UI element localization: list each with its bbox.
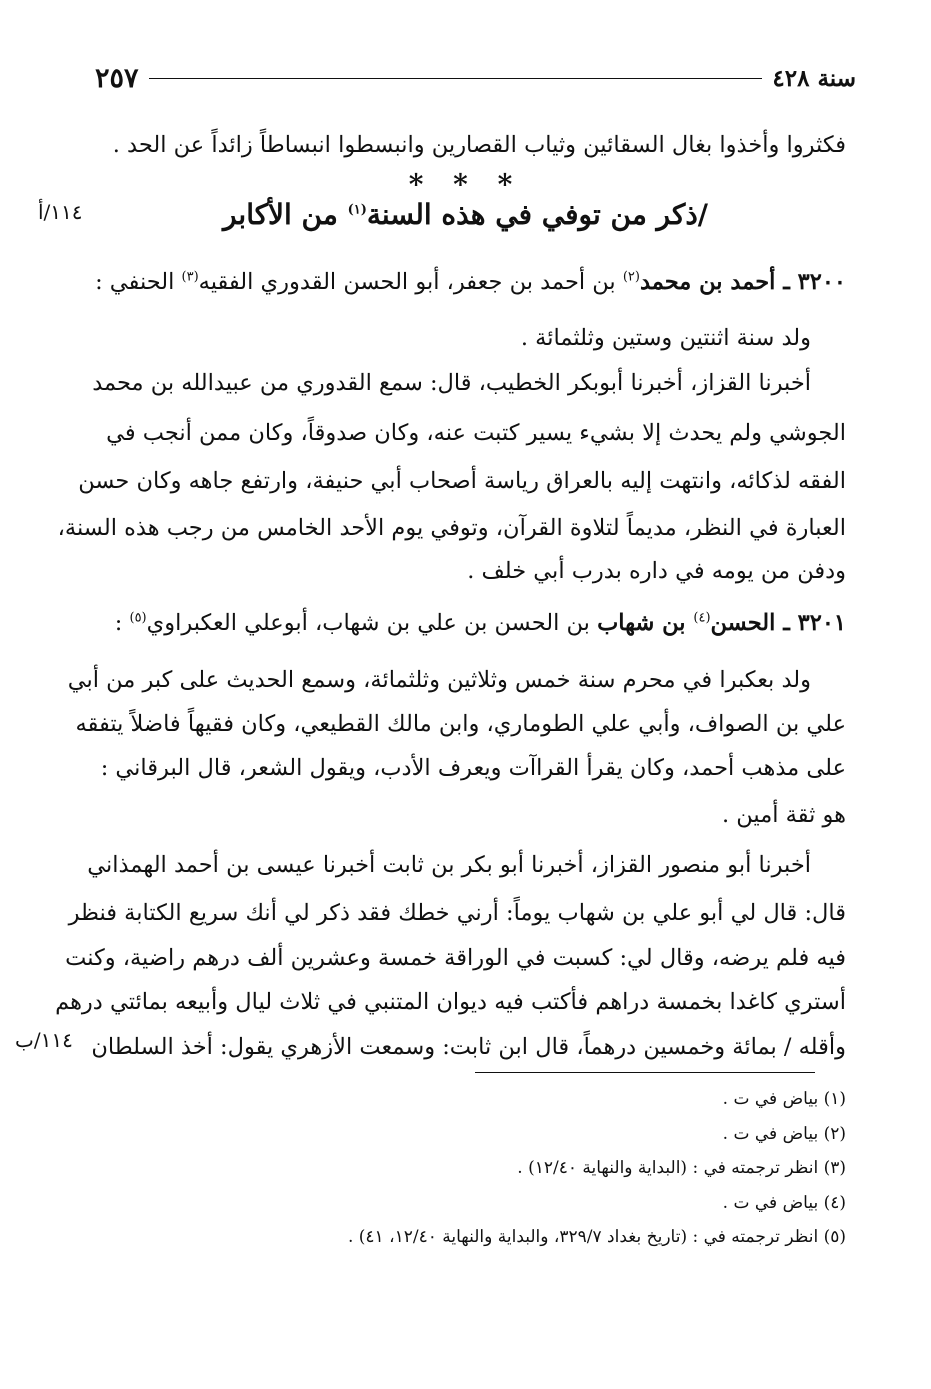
paragraph-line: الفقه لذكائه، وانتهت إليه بالعراق رياسة أصحاب أبي حنيفة، وارتفع جاهه وكان حسن (78, 468, 846, 494)
paragraph-line: ولد بعكبرا في محرم سنة خمس وثلاثين وثلثمائة، وسمع الحديث على كبر من أبي (67, 667, 811, 693)
entry-lineage: بن أحمد بن جعفر، أبو الحسن القدوري الفقيه (198, 269, 623, 295)
paragraph-line: قال: قال لي أبو علي بن شهاب يوماً: أرني خطك فقد ذكر لي أنك سريع الكتابة فنظر (68, 900, 846, 926)
section-title-end: من الأكابر (222, 198, 348, 231)
header-rule (149, 78, 763, 79)
page-header (95, 58, 856, 98)
footnote-ref-1: (١) (347, 202, 367, 218)
margin-folio-a: ١١٤/أ (38, 200, 83, 224)
intro-line: فكثروا وأخذوا بغال السقائين وثياب القصارين وانبسطوا انبساطاً زائداً عن الحد . (112, 132, 846, 158)
entry-number: ٣٢٠١ ـ (775, 610, 846, 636)
footnote-ref-3: (٣) (181, 269, 199, 285)
paragraph-line: على مذهب أحمد، وكان يقرأ القراآت ويعرف الأدب، ويقول الشعر، قال البرقاني : (100, 755, 846, 781)
paragraph-line: أستري كاغدا بخمسة دراهم فأكتب فيه ديوان المتنبي في ثلاث ليال وأبيعه بمائتي درهم (55, 989, 846, 1015)
entry-name: أحمد بن محمد (639, 269, 776, 295)
section-separator: * * * (408, 168, 523, 201)
footnote-ref-4: (٤) (693, 610, 711, 626)
entry-number: ٣٢٠٠ ـ (775, 269, 846, 295)
entry-3201-heading (114, 603, 846, 643)
paragraph-line: أخبرنا القزاز، أخبرنا أبوبكر الخطيب، قال: سمع القدوري من عبيدالله بن محمد (92, 370, 811, 396)
paragraph-line: علي بن الصواف، وأبي علي الطوماري، وابن مالك القطيعي، وكان فقيهاً فاضلاً يتفقه (75, 711, 846, 737)
footnote: (٥) انظر ترجمته في : (تاريخ بغداد ٣٢٩/٧، والبداية والنهاية ١٢/٤٠، ٤١) . (347, 1227, 846, 1247)
footnote: (٢) بياض في ت . (722, 1124, 846, 1144)
page-number: ٢٥٧ (95, 62, 139, 94)
paragraph-line: فيه فلم يرضه، وقال لي: كسبت في الوراقة خمسة وعشرين ألف درهم راضية، وكنت (65, 945, 846, 971)
footnote-ref-2: (٢) (622, 269, 640, 285)
paragraph-line: أخبرنا أبو منصور القزاز، أخبرنا أبو بكر بن ثابت أخبرنا عيسى بن أحمد الهمذاني (87, 852, 811, 878)
paragraph-line: وأقله / بمائة وخمسين درهماً، قال ابن ثابت: وسمعت الأزهري يقول: أخذ السلطان (91, 1034, 846, 1060)
margin-folio-b: ١١٤/ب (15, 1028, 73, 1052)
entry-madhhab: الحنفي : (95, 269, 182, 295)
footnote: (١) بياض في ت . (722, 1089, 846, 1109)
paragraph-line: العبارة في النظر، مديماً لتلاوة القرآن، وتوفي يوم الأحد الخامس من رجب هذه السنة، (57, 515, 846, 541)
footnote: (٤) بياض في ت . (722, 1193, 846, 1213)
entry-name-cont: بن شهاب (597, 610, 694, 636)
birth-line: ولد سنة اثنتين وستين وثلثمائة . (520, 325, 811, 351)
entry-name: الحسن (710, 610, 776, 636)
footnote-ref-5: (٥) (129, 610, 147, 626)
paragraph-line: ودفن من يومه في داره بدرب أبي خلف . (467, 558, 846, 584)
entry-end: : (114, 610, 130, 636)
section-title (150, 193, 781, 237)
paragraph-line: هو ثقة أمين . (721, 802, 846, 828)
footnote-rule (475, 1072, 815, 1073)
footnote: (٣) انظر ترجمته في : (البداية والنهاية ١٢/٤٠) . (517, 1158, 846, 1178)
section-title-text: /ذكر من توفي في هذه السنة (366, 198, 709, 231)
paragraph-line: الجوشي ولم يحدث إلا بشيء يسير كتبت عنه، وكان صدوقاً، وكان ممن أنجب في (106, 420, 846, 446)
entry-3200-heading (95, 262, 846, 302)
entry-lineage: بن الحسن بن علي بن شهاب، أبوعلي العكبراوي (146, 610, 598, 636)
running-head: سنة ٤٢٨ (772, 64, 856, 92)
